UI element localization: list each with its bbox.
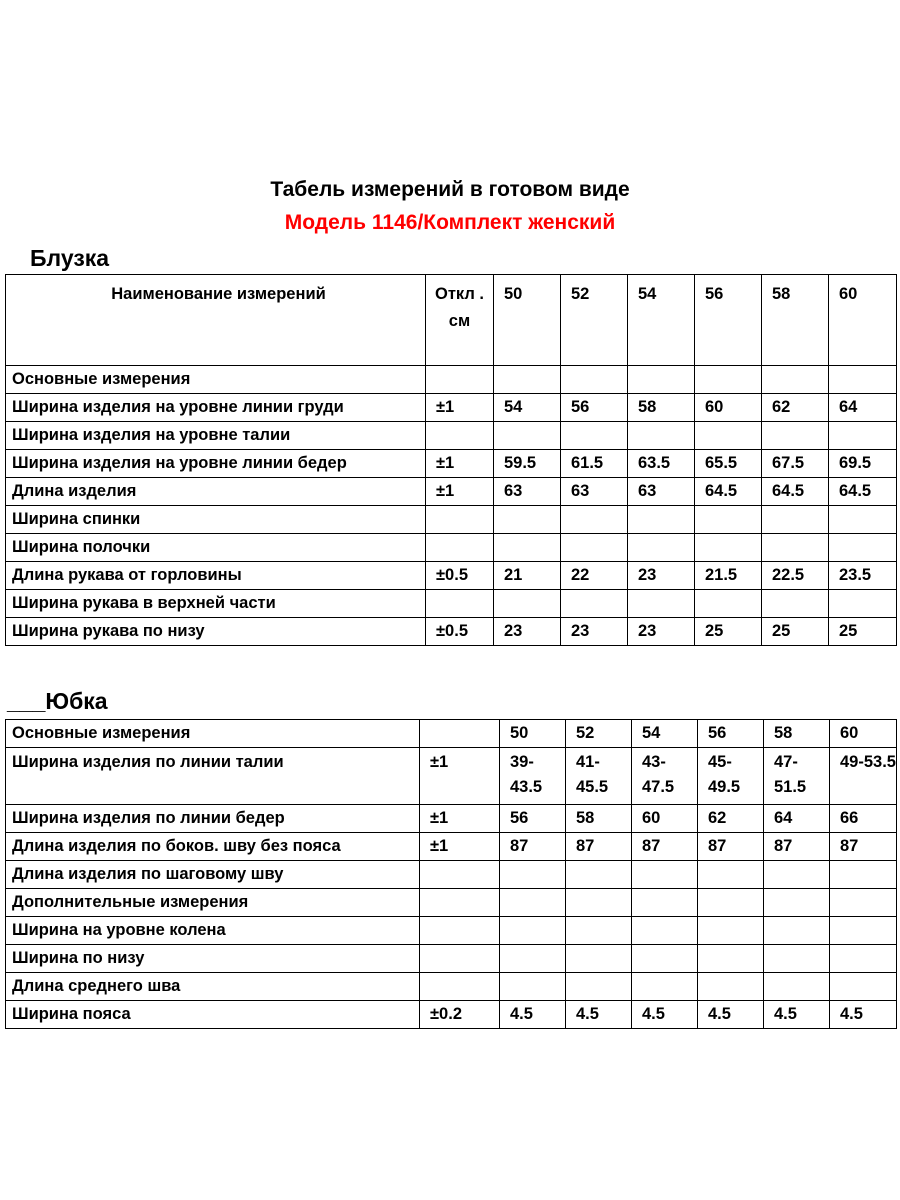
table-row [6, 861, 897, 889]
column-header-size: 50 [494, 275, 561, 366]
value-cell: 58 [764, 720, 830, 748]
measurement-name: Ширина изделия на уровне линии бедер [6, 450, 426, 478]
measurement-name: Основные измерения [6, 720, 420, 748]
measurement-name: Дополнительные измерения [6, 889, 420, 917]
value-cell: 87 [566, 833, 632, 861]
value-cell [762, 366, 829, 394]
value-cell [762, 506, 829, 534]
value-cell: 56 [698, 720, 764, 748]
value-cell [494, 534, 561, 562]
tolerance-cell [426, 534, 494, 562]
tolerance-cell: ±1 [426, 478, 494, 506]
value-cell: 39-43.5 [500, 748, 566, 805]
table-row [6, 422, 897, 450]
value-cell: 63 [494, 478, 561, 506]
value-cell: 4.5 [698, 1001, 764, 1029]
table-row [6, 889, 897, 917]
value-cell [698, 945, 764, 973]
table-row [6, 748, 897, 805]
value-cell: 23.5 [829, 562, 897, 590]
value-cell [566, 945, 632, 973]
tolerance-cell [420, 945, 500, 973]
value-cell: 50 [500, 720, 566, 748]
value-cell [764, 889, 830, 917]
measurement-name: Ширина изделия по линии бедер [6, 805, 420, 833]
measurement-name: Ширина рукава по низу [6, 618, 426, 646]
value-cell [628, 422, 695, 450]
value-cell: 59.5 [494, 450, 561, 478]
value-cell: 4.5 [830, 1001, 897, 1029]
skirt-section-label: ___Юбка [7, 688, 108, 714]
tolerance-cell [426, 366, 494, 394]
value-cell: 60 [632, 805, 698, 833]
measurement-name: Длина изделия по шаговому шву [6, 861, 420, 889]
value-cell [830, 973, 897, 1001]
value-cell: 41-45.5 [566, 748, 632, 805]
value-cell: 25 [762, 618, 829, 646]
measurement-name: Ширина рукава в верхней части [6, 590, 426, 618]
column-header-size: 58 [762, 275, 829, 366]
value-cell [695, 590, 762, 618]
value-cell [500, 973, 566, 1001]
measurement-name: Ширина изделия на уровне талии [6, 422, 426, 450]
measurement-name: Ширина изделия на уровне линии груди [6, 394, 426, 422]
value-cell: 23 [628, 562, 695, 590]
value-cell: 54 [632, 720, 698, 748]
value-cell: 87 [764, 833, 830, 861]
value-cell [695, 534, 762, 562]
tolerance-cell [420, 973, 500, 1001]
table-row [6, 945, 897, 973]
table-row [6, 973, 897, 1001]
value-cell [566, 861, 632, 889]
value-cell: 65.5 [695, 450, 762, 478]
value-cell: 64.5 [695, 478, 762, 506]
value-cell: 64.5 [762, 478, 829, 506]
value-cell: 47-51.5 [764, 748, 830, 805]
value-cell: 22.5 [762, 562, 829, 590]
tolerance-cell: ±1 [420, 833, 500, 861]
value-cell: 61.5 [561, 450, 628, 478]
tolerance-cell [420, 917, 500, 945]
value-cell: 60 [830, 720, 897, 748]
value-cell: 62 [698, 805, 764, 833]
value-cell [494, 366, 561, 394]
table-row [6, 833, 897, 861]
value-cell: 23 [561, 618, 628, 646]
value-cell [628, 590, 695, 618]
value-cell: 49-53.5 [830, 748, 897, 805]
table-row [6, 478, 897, 506]
table-row [6, 805, 897, 833]
value-cell [500, 917, 566, 945]
value-cell: 54 [494, 394, 561, 422]
value-cell: 52 [566, 720, 632, 748]
value-cell: 23 [494, 618, 561, 646]
value-cell [698, 973, 764, 1001]
value-cell: 58 [628, 394, 695, 422]
value-cell: 4.5 [566, 1001, 632, 1029]
value-cell: 64 [829, 394, 897, 422]
table-row [6, 618, 897, 646]
measurement-name: Длина изделия [6, 478, 426, 506]
value-cell [500, 861, 566, 889]
tolerance-cell: ±1 [420, 748, 500, 805]
value-cell [764, 945, 830, 973]
tolerance-cell: ±1 [420, 805, 500, 833]
column-header-size: 52 [561, 275, 628, 366]
value-cell [632, 917, 698, 945]
value-cell [628, 506, 695, 534]
table-row [6, 590, 897, 618]
value-cell [632, 889, 698, 917]
value-cell: 45-49.5 [698, 748, 764, 805]
value-cell [830, 945, 897, 973]
value-cell [561, 366, 628, 394]
value-cell [764, 861, 830, 889]
tolerance-cell [426, 590, 494, 618]
value-cell [632, 861, 698, 889]
value-cell [566, 917, 632, 945]
table-row [6, 534, 897, 562]
tolerance-cell: ±0.5 [426, 618, 494, 646]
value-cell: 66 [830, 805, 897, 833]
value-cell: 4.5 [500, 1001, 566, 1029]
value-cell [500, 889, 566, 917]
value-cell: 21 [494, 562, 561, 590]
tolerance-cell [426, 422, 494, 450]
table-row [6, 562, 897, 590]
value-cell [829, 534, 897, 562]
value-cell: 60 [695, 394, 762, 422]
value-cell: 64.5 [829, 478, 897, 506]
value-cell: 25 [695, 618, 762, 646]
blouse-section-label: Блузка [30, 245, 110, 271]
table-row [6, 506, 897, 534]
table-row [6, 917, 897, 945]
value-cell: 87 [632, 833, 698, 861]
measurement-name: Длина изделия по боков. шву без пояса [6, 833, 420, 861]
measurement-name: Основные измерения [6, 366, 426, 394]
value-cell: 63 [561, 478, 628, 506]
blouse-measurements-table [5, 274, 897, 646]
value-cell: 25 [829, 618, 897, 646]
value-cell [698, 861, 764, 889]
value-cell: 87 [698, 833, 764, 861]
tolerance-cell [426, 506, 494, 534]
value-cell [561, 590, 628, 618]
measurement-name: Ширина изделия по линии талии [6, 748, 420, 805]
value-cell: 4.5 [764, 1001, 830, 1029]
value-cell [764, 973, 830, 1001]
value-cell: 67.5 [762, 450, 829, 478]
value-cell [566, 889, 632, 917]
value-cell: 87 [500, 833, 566, 861]
tolerance-cell [420, 861, 500, 889]
measurement-name: Длина среднего шва [6, 973, 420, 1001]
table-row [6, 450, 897, 478]
measurement-name: Ширина полочки [6, 534, 426, 562]
value-cell [829, 366, 897, 394]
tolerance-cell: ±1 [426, 394, 494, 422]
table-row [6, 1001, 897, 1029]
value-cell: 43-47.5 [632, 748, 698, 805]
value-cell: 21.5 [695, 562, 762, 590]
value-cell [762, 590, 829, 618]
value-cell [494, 506, 561, 534]
value-cell: 64 [764, 805, 830, 833]
value-cell [566, 973, 632, 1001]
value-cell: 87 [830, 833, 897, 861]
skirt-measurements-table [5, 719, 897, 1029]
value-cell [829, 422, 897, 450]
value-cell [762, 534, 829, 562]
column-header-name: Наименование измерений [6, 275, 426, 366]
tolerance-cell: ±0.2 [420, 1001, 500, 1029]
column-header-size: 54 [628, 275, 695, 366]
measurement-name: Ширина спинки [6, 506, 426, 534]
value-cell [561, 534, 628, 562]
value-cell: 23 [628, 618, 695, 646]
value-cell [561, 506, 628, 534]
page-title: Табель измерений в готовом виде [270, 178, 630, 201]
column-header-size: 60 [829, 275, 897, 366]
value-cell [830, 889, 897, 917]
value-cell [500, 945, 566, 973]
table-row [6, 720, 897, 748]
measurement-name: Ширина пояса [6, 1001, 420, 1029]
measurement-name: Длина рукава от горловины [6, 562, 426, 590]
table-header-row [6, 275, 897, 366]
value-cell: 22 [561, 562, 628, 590]
value-cell [695, 506, 762, 534]
value-cell [628, 534, 695, 562]
value-cell [695, 422, 762, 450]
table-row [6, 366, 897, 394]
value-cell [695, 366, 762, 394]
tolerance-cell: ±1 [426, 450, 494, 478]
value-cell [698, 917, 764, 945]
value-cell [829, 590, 897, 618]
value-cell [830, 917, 897, 945]
value-cell: 56 [561, 394, 628, 422]
value-cell: 58 [566, 805, 632, 833]
measurement-name: Ширина по низу [6, 945, 420, 973]
table-row [6, 394, 897, 422]
value-cell [494, 590, 561, 618]
value-cell: 56 [500, 805, 566, 833]
value-cell [628, 366, 695, 394]
value-cell [698, 889, 764, 917]
value-cell [830, 861, 897, 889]
model-subtitle: Модель 1146/Комплект женский [284, 211, 616, 234]
measurement-name: Ширина на уровне колена [6, 917, 420, 945]
value-cell [632, 945, 698, 973]
tolerance-cell: ±0.5 [426, 562, 494, 590]
value-cell [494, 422, 561, 450]
tolerance-cell [420, 889, 500, 917]
value-cell [561, 422, 628, 450]
value-cell: 63 [628, 478, 695, 506]
value-cell: 62 [762, 394, 829, 422]
value-cell: 4.5 [632, 1001, 698, 1029]
value-cell: 69.5 [829, 450, 897, 478]
value-cell [829, 506, 897, 534]
column-header-tolerance: Откл . см [426, 275, 494, 366]
value-cell [764, 917, 830, 945]
value-cell [762, 422, 829, 450]
column-header-size: 56 [695, 275, 762, 366]
value-cell: 63.5 [628, 450, 695, 478]
value-cell [632, 973, 698, 1001]
tolerance-cell [420, 720, 500, 748]
